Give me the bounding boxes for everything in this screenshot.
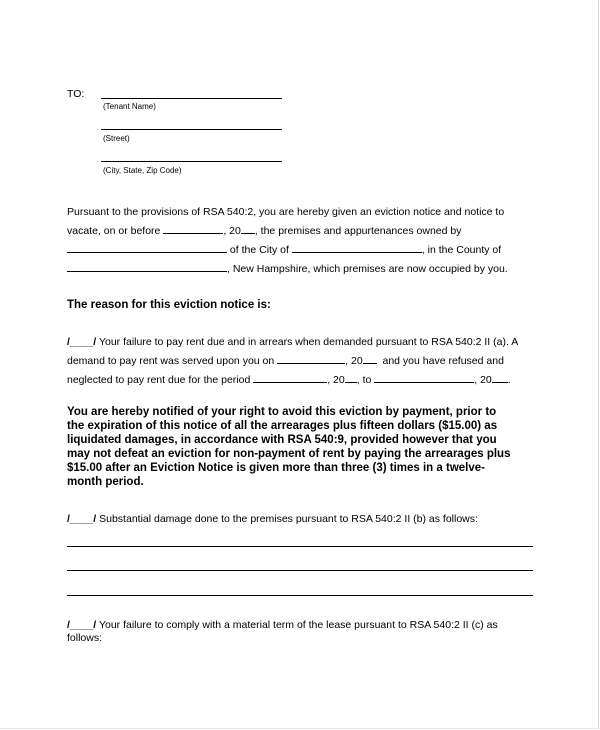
vacate-date-blank[interactable] <box>163 223 223 234</box>
demand-date-blank[interactable] <box>277 353 345 364</box>
to-label: TO: <box>67 88 85 100</box>
tenant-name-line[interactable] <box>101 98 282 99</box>
demand-year-blank[interactable] <box>363 353 377 364</box>
owner-blank[interactable] <box>67 242 227 253</box>
street-line[interactable] <box>101 129 282 130</box>
damage-line-1[interactable] <box>67 546 533 547</box>
notice-line-6: month period. <box>67 476 144 488</box>
period-start-blank[interactable] <box>253 372 327 383</box>
reason-lease <box>67 619 498 645</box>
notice-line-5: $15.00 after an Eviction Notice is given more than three (3) times in a twelve- <box>67 462 485 474</box>
intro-paragraph <box>67 203 508 279</box>
reason-damage: /____/ Substantial damage done to the premises pursuant to RSA 540:2 II (b) as follows: <box>67 513 478 525</box>
reason-lease-line-2: follows: <box>67 632 103 644</box>
tenant-name-caption: (Tenant Name) <box>103 102 156 111</box>
reason-rent-line-2: demand to pay rent was served upon you on , 20 and you have refused and <box>67 355 504 367</box>
reason-rent-line-1: /____/ Your failure to pay rent due and in arrears when demanded pursuant to RSA 540:2 II (a). A <box>67 336 519 348</box>
reason-rent-checkbox[interactable]: /____/ <box>67 336 97 348</box>
period-end-year-blank[interactable] <box>492 372 508 383</box>
notice-line-1: You are hereby notified of your right to avoid this eviction by payment, prior to <box>67 406 497 418</box>
intro-line-2: vacate, on or before , 20 , the premises and appurtenances owned by <box>67 225 462 237</box>
reason-lease-checkbox[interactable]: /____/ <box>67 619 97 631</box>
street-caption: (Street) <box>103 134 130 143</box>
payment-notice <box>67 405 537 489</box>
intro-line-3: of the City of , in the County of <box>67 241 508 260</box>
county-blank[interactable] <box>67 261 227 272</box>
period-start-year-blank[interactable] <box>345 372 357 383</box>
city-blank[interactable] <box>292 242 422 253</box>
damage-line-2[interactable] <box>67 570 533 571</box>
notice-line-2: the expiration of this notice of all the arrearages plus fifteen dollars ($15.00) as <box>67 420 498 432</box>
city-state-zip-line[interactable] <box>101 161 282 162</box>
damage-line-3[interactable] <box>67 595 533 596</box>
city-state-zip-caption: (City, State, Zip Code) <box>103 166 182 175</box>
reason-rent <box>67 333 518 390</box>
period-end-blank[interactable] <box>374 372 474 383</box>
intro-line-4: , New Hampshire, which premises are now occupied by you. <box>67 260 508 279</box>
notice-line-3: liquidated damages, in accordance with RSA 540:9, provided however that you <box>67 434 497 446</box>
reason-damage-checkbox[interactable]: /____/ <box>67 513 97 525</box>
reason-lease-line-1: /____/ Your failure to comply with a material term of the lease pursuant to RSA 540:2 II (c) as <box>67 619 498 631</box>
vacate-year-blank[interactable] <box>241 223 255 234</box>
reason-heading: The reason for this eviction notice is: <box>67 299 271 311</box>
notice-line-4: may not defeat an eviction for non-payment of rent by paying the arrearages plus <box>67 448 511 460</box>
reason-rent-line-3: neglected to pay rent due for the period , 20 , to , 20 . <box>67 374 511 386</box>
intro-line-1: Pursuant to the provisions of RSA 540:2, you are hereby given an eviction notice and notice to <box>67 206 505 218</box>
